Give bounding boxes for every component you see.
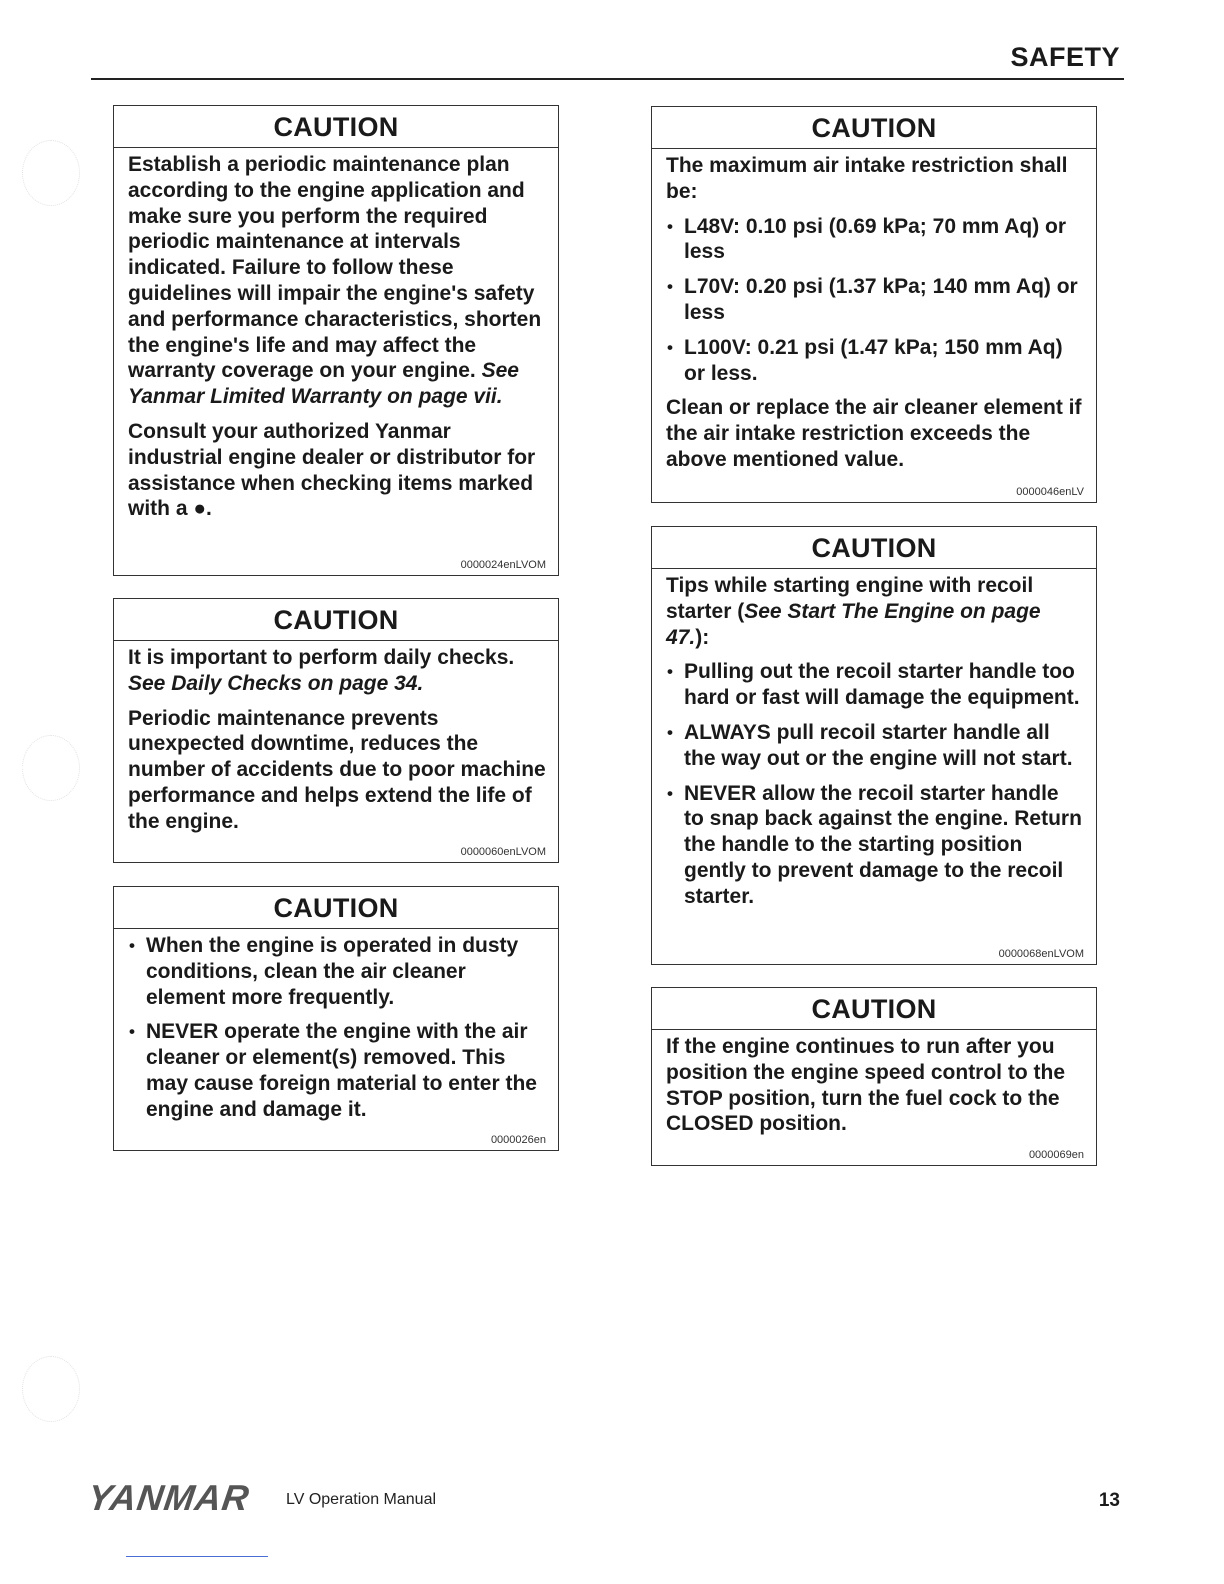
caution-box-fuel-cock <box>651 987 1097 1166</box>
document-code: 0000026en <box>490 1134 546 1146</box>
document-code: 0000024enLVOM <box>460 559 546 571</box>
bullet-item: • Pulling out the recoil starter handle too hard or fast will damage the equipment. <box>666 659 1084 711</box>
caution-heading: CAUTION <box>114 599 558 641</box>
bullet-item: • L48V: 0.10 psi (0.69 kPa; 70 mm Aq) or less <box>666 214 1084 266</box>
caution-text: Tips while starting engine with recoil starter (See Start The Engine on page 47.): <box>666 574 1041 649</box>
dot-symbol: ●. <box>193 497 212 521</box>
caution-text: Consult your authorized Yanmar industrial engine dealer or distributor for assistance when checking items marked with a ●. <box>128 419 536 521</box>
document-code: 0000046enLV <box>1016 486 1084 498</box>
bullet-item: • NEVER allow the recoil starter handle to snap back against the engine. Return the handle to the starting position gently to prevent damage to the recoil starter. <box>666 781 1084 910</box>
caution-box-recoil-starter <box>651 526 1097 965</box>
caution-heading: CAUTION <box>114 887 558 929</box>
caution-box-air-intake <box>651 106 1097 503</box>
bullet-item: • L100V: 0.21 psi (1.47 kPa; 150 mm Aq) or less. <box>666 335 1084 387</box>
caution-text: Establish a periodic maintenance plan according to the engine application and make sure you perform the required periodic maintenance at intervals indicated. Failure to follow these guidelines will impair the engine's safety and performance characteristics, shorten the engine's life and may affect the warranty coverage on your engine. See Yanmar Limited Warranty on page vii. <box>128 153 542 409</box>
caution-text: Clean or replace the air cleaner element if the air intake restriction exceeds the above mentioned value. <box>666 396 1082 471</box>
document-code: 0000068enLVOM <box>998 948 1084 960</box>
warranty-reference: See Yanmar Limited Warranty on page vii. <box>128 359 519 409</box>
yanmar-logo: YANMAR <box>85 1477 253 1518</box>
page-number: 13 <box>1098 1490 1120 1511</box>
bullet-item: • ALWAYS pull recoil starter handle all the way out or the engine will not start. <box>666 720 1084 772</box>
caution-text: If the engine continues to run after you position the engine speed control to the STOP position, turn the fuel cock to the CLOSED position. <box>666 1035 1066 1136</box>
bullet-item: • NEVER operate the engine with the air cleaner or element(s) removed. This may cause foreign material to enter the engine and damage it. <box>128 1019 546 1122</box>
section-title: SAFETY <box>1010 42 1120 72</box>
caution-text: The maximum air intake restriction shall be: <box>666 154 1068 203</box>
manual-title: LV Operation Manual <box>286 1491 437 1508</box>
bullet-item: • When the engine is operated in dusty conditions, clean the air cleaner element more frequently. <box>128 933 546 1010</box>
caution-text: It is important to perform daily checks. See Daily Checks on page 34. <box>128 646 515 695</box>
caution-heading: CAUTION <box>652 527 1096 569</box>
punch-hole-mark <box>22 140 80 206</box>
daily-checks-reference: See Daily Checks on page 34. <box>128 671 424 695</box>
document-code: 0000060enLVOM <box>460 846 546 858</box>
caution-heading: CAUTION <box>652 988 1096 1030</box>
caution-box-dusty-conditions <box>113 886 559 1151</box>
scan-artifact-line <box>126 1556 268 1557</box>
header-rule <box>91 78 1124 80</box>
caution-box-maintenance-plan <box>113 105 559 576</box>
punch-hole-mark <box>22 1356 80 1422</box>
punch-hole-mark <box>22 735 80 801</box>
caution-box-daily-checks <box>113 598 559 863</box>
document-code: 0000069en <box>1028 1149 1084 1161</box>
start-engine-reference: See Start The Engine on page 47. <box>666 599 1041 649</box>
caution-text: Periodic maintenance prevents unexpected downtime, reduces the number of accidents due to poor machine performance and helps extend the life of the engine. <box>128 706 546 833</box>
bullet-item: • L70V: 0.20 psi (1.37 kPa; 140 mm Aq) or less <box>666 274 1084 326</box>
caution-heading: CAUTION <box>652 107 1096 149</box>
caution-heading: CAUTION <box>114 106 558 148</box>
